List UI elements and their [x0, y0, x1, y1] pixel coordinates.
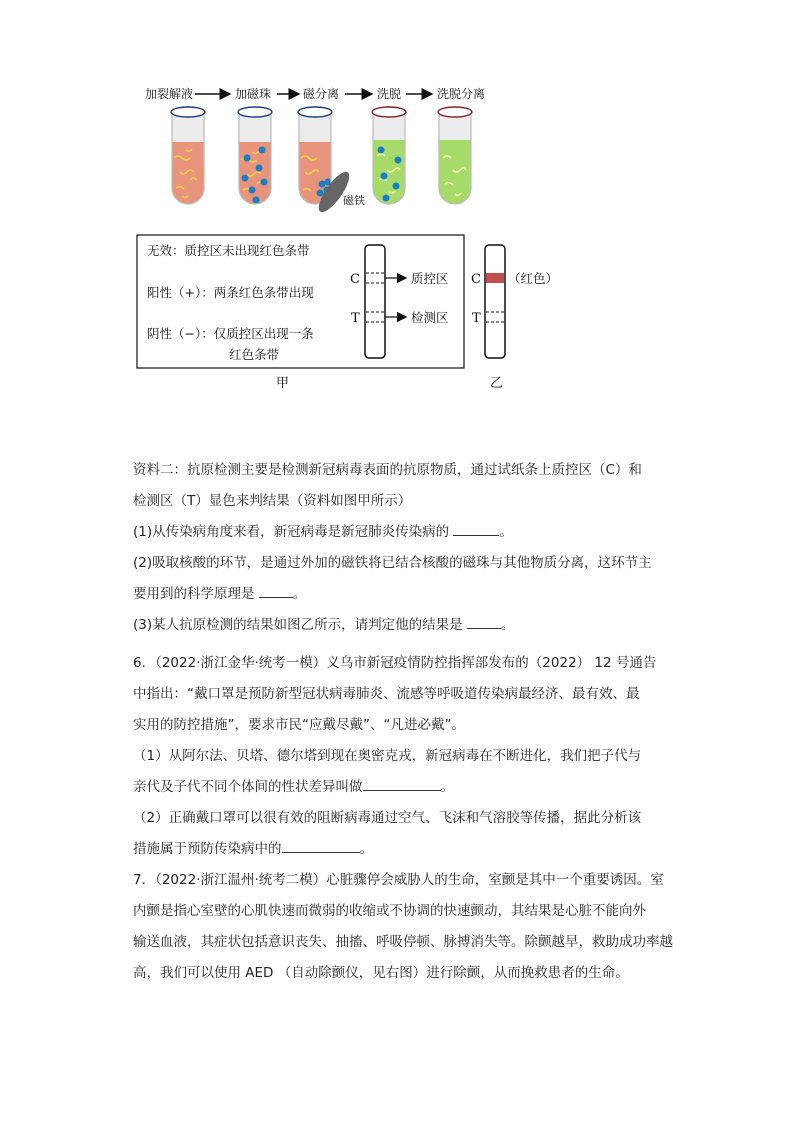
test-zone-label: 检测区 — [411, 310, 449, 325]
answer-blank[interactable] — [282, 851, 360, 853]
step-label-beads: 加磁珠 — [235, 87, 272, 101]
test-strip-jia — [365, 245, 385, 358]
legend-negative: 阴性（−）：仅质控区出现一条 — [147, 326, 314, 341]
answer-blank[interactable] — [259, 596, 293, 598]
problem-7-line3: 输送血液，其症状包括意识丧失、抽搐、呼吸停顿、脉搏消失等。除颤越早，救助成功率越 — [133, 934, 673, 950]
period: 。 — [500, 617, 515, 633]
period: 。 — [499, 524, 513, 540]
question-2-line1: (2)吸取核酸的环节，是通过外加的磁铁将已结合核酸的磁珠与其他物质分离，这环节主 — [133, 555, 652, 571]
question-2 — [133, 579, 673, 610]
problem-6 — [133, 648, 673, 865]
caption-yi: 乙 — [490, 376, 504, 391]
problem-6-q1-line1: （1）从阿尔法、贝塔、德尔塔到现在奥密克戎，新冠病毒在不断进化，我们把子代与 — [133, 748, 642, 764]
step-label-elution-separation: 洗脱分离 — [437, 87, 486, 101]
step-label-lysis: 加裂解液 — [145, 87, 194, 101]
problem-7 — [133, 865, 673, 989]
test-tube-elution — [372, 107, 406, 212]
answer-blank[interactable] — [453, 534, 499, 536]
test-strip-yi — [485, 245, 505, 358]
strip-yi-c-label: C — [471, 272, 481, 287]
problem-6-line3: 实用的防控措施”，要求市民“应戴尽戴”、“凡进必戴”。 — [133, 717, 465, 733]
period: 。 — [292, 586, 307, 602]
problem-6-line1: 6．（2022·浙江金华·统考一模）义乌市新冠疫情防控指挥部发布的（2022） 12 号通告 — [133, 655, 657, 671]
step-label-elution: 洗脱 — [377, 87, 402, 101]
period: 。 — [440, 779, 454, 795]
question-1 — [133, 517, 673, 548]
legend-negative-cont: 红色条带 — [229, 347, 280, 362]
legend-invalid: 无效：质控区未出现红色条带 — [147, 243, 310, 258]
problem-6-q1 — [133, 772, 673, 803]
legend-positive: 阳性（+）：两条红色条带出现 — [147, 285, 314, 300]
problem-7-line1: 7．（2022·浙江温州·统考二模）心脏骤停会威胁人的生命，室颤是其中一个重要诱因。室 — [133, 872, 664, 888]
figure-area — [0, 0, 794, 400]
problem-6-q2-text: 措施属于预防传染病中的 — [133, 841, 282, 857]
caption-jia: 甲 — [276, 376, 290, 391]
problem-7-line4: 高，我们可以使用 AED （自动除颤仪，见右图）进行除颤，从而挽救患者的生命。 — [133, 965, 629, 981]
red-band-note: （红色） — [508, 271, 559, 286]
problem-7-line2: 内颤是指心室壁的心肌快速而微弱的收缩或不协调的快速颤动，其结果是心脏不能向外 — [133, 903, 646, 919]
period: 。 — [359, 841, 373, 857]
test-tube-beads — [238, 107, 272, 212]
question-1-text: (1)从传染病角度来看，新冠病毒是新冠肺炎传染病的 — [133, 524, 450, 540]
strip-c-label: C — [350, 272, 360, 287]
test-tube-elution-separation — [438, 107, 472, 212]
question-3 — [133, 610, 673, 641]
test-tube-lysis — [171, 107, 205, 212]
problem-6-q2 — [133, 834, 673, 865]
problem-6-q2-line1: （2）正确戴口罩可以很有效的阻断病毒通过空气、飞沫和气溶胶等传播，据此分析该 — [133, 810, 642, 826]
step-label-magnetic-separation: 磁分离 — [303, 87, 340, 101]
problem-6-line2: 中指出：“戴口罩是预防新型冠状病毒肺炎、流感等呼吸道传染病最经济、最有效、最 — [133, 686, 640, 702]
answer-blank[interactable] — [363, 789, 441, 791]
question-3-text: (3)某人抗原检测的结果如图乙所示，请判定他的结果是 — [133, 617, 463, 633]
question-2-text: 要用到的科学原理是 — [133, 586, 255, 602]
problem-6-q1-text: 亲代及子代不同个体间的性状差异叫做 — [133, 779, 363, 795]
strip-t-label: T — [351, 311, 360, 326]
strip-yi-t-label: T — [472, 311, 481, 326]
material2-line2: 检测区（T）显色来判结果（资料如图甲所示） — [133, 493, 412, 509]
magnet-label: 磁铁 — [343, 194, 365, 207]
control-zone-label: 质控区 — [411, 271, 449, 286]
material2-line1: 资料二：抗原检测主要是检测新冠病毒表面的抗原物质，通过试纸条上质控区（C）和 — [133, 462, 642, 478]
answer-blank[interactable] — [467, 627, 501, 629]
material2-section — [133, 455, 673, 641]
